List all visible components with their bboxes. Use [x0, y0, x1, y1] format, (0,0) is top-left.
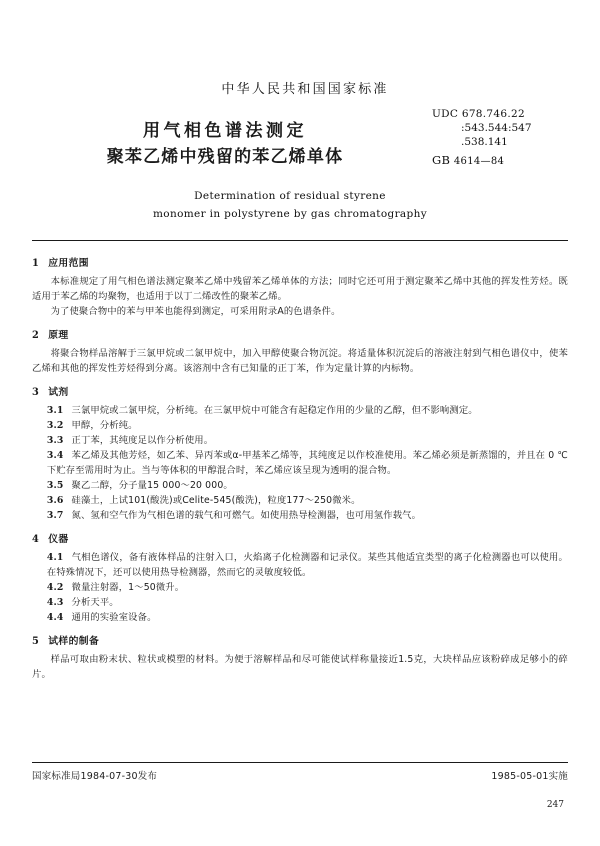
clause-text-3-6: 硅藻土，上试101(酸洗)或Celite-545(酸洗)，粒度177～250微米。: [71, 495, 361, 507]
clause-text-3-1: 三氯甲烷或二氯甲烷，分析纯。在三氯甲烷中可能含有起稳定作用的少量的乙醇，但不影响测定。: [71, 404, 478, 416]
clause-number-3-4: 3.4: [46, 449, 64, 461]
section-5-paragraph-1: 样品可取由粉末状、粒状或模塑的材料。为便于溶解样品和尽可能使试样称量接近1.5克，大块样品应该粉碎成足够小的碎片。: [32, 654, 568, 681]
section-number-3: 3: [32, 386, 40, 398]
section-title-3: 试剂: [48, 386, 69, 398]
section-heading-4: [32, 532, 568, 548]
section-heading-3: [32, 385, 568, 401]
clause-3-4: [32, 448, 568, 478]
section-title-2: 原理: [48, 330, 69, 341]
clause-number-4-3: 4.3: [46, 597, 64, 609]
clause-number-3-2: 3.2: [46, 419, 64, 431]
national-standard-title: 中华人民共和国国家标准: [221, 82, 389, 97]
clause-3-7: [32, 508, 568, 523]
clause-4-1: [32, 550, 568, 580]
clause-number-3-5: 3.5: [46, 480, 64, 492]
document-footer: [32, 768, 568, 782]
clause-3-2: [32, 418, 568, 433]
footer-divider-rule: [32, 762, 568, 763]
clause-text-3-2: 甲醇，分析纯。: [71, 419, 138, 431]
clause-text-3-3: 正丁苯，其纯度足以作分析使用。: [71, 434, 214, 446]
gb-label: GB: [432, 152, 451, 167]
section-number-4: 4: [32, 534, 40, 546]
clause-text-4-4: 通用的实验室设备。: [71, 612, 157, 624]
clause-text-4-2: 微量注射器，1～50微升。: [71, 582, 185, 594]
section-title-5: 试样的制备: [48, 636, 100, 648]
clause-number-3-6: 3.6: [46, 495, 64, 507]
section-heading-5: [32, 634, 568, 650]
clause-number-3-1: 3.1: [46, 404, 64, 416]
clause-text-4-1: 气相色谱仪，备有液体样品的注射入口，火焰离子化检测器和记录仪。某些其他适宜类型的离子化检测器也可以使用。在特殊情况下，还可以使用热导检测器，然而它的灵敏度较低。: [46, 552, 568, 579]
clause-3-5: [32, 478, 568, 493]
clause-4-3: [32, 595, 568, 610]
udc-code-line-2: :543.544:547: [461, 121, 532, 134]
title-chinese-line-2: 聚苯乙烯中残留的苯乙烯单体: [106, 146, 344, 167]
issue-date: 国家标准局1984-07-30发布: [32, 771, 158, 782]
clause-3-1: [32, 403, 568, 418]
clause-number-3-3: 3.3: [46, 434, 64, 446]
clause-3-6: [32, 493, 568, 508]
section-heading-2: [32, 328, 568, 344]
header-divider-rule: [32, 240, 568, 241]
clause-4-4: [32, 610, 568, 625]
title-english-line-2: monomer in polystyrene by gas chromatography: [152, 208, 428, 221]
standard-code-block: [432, 108, 582, 168]
page-number: 247: [546, 800, 564, 810]
document-body: [32, 256, 568, 682]
section-2-paragraph-1: 将聚合物样品溶解于三氯甲烷或二氯甲烷中，加入甲醇使聚合物沉淀。将适量体积沉淀后的溶液注射到气相色谱仪中，使苯乙烯和其他的挥发性芳烃得到分离。该溶剂中含有已知量的正丁苯，作为定量计算的内标物。: [32, 347, 568, 374]
clause-3-3: [32, 433, 568, 448]
clause-text-3-5: 聚乙二醇，分子量15 000～20 000。: [71, 480, 233, 492]
clause-text-4-3: 分析天平。: [71, 597, 119, 609]
title-chinese-line-1: 用气相色谱法测定: [143, 121, 307, 141]
document-title-english: [0, 187, 600, 223]
section-number-5: 5: [32, 636, 40, 648]
clause-number-3-7: 3.7: [46, 510, 64, 522]
title-english-line-1: Determination of residual styrene: [194, 190, 386, 202]
section-title-1: 应用范围: [48, 258, 90, 269]
clause-text-3-4: 苯乙烯及其他芳烃，如乙苯、异丙苯或α-甲基苯乙烯等，其纯度足以作校准使用。苯乙烯必须是新蒸馏的，并且在 0 ℃ 下贮存至需用时为止。当与等体积的甲醇混合时，苯乙烯应该呈现为透明的混合物。: [46, 449, 568, 476]
section-1-paragraph-2: 为了使聚合物中的苯与甲苯也能得到测定，可采用附录A的色谱条件。: [50, 305, 341, 317]
clause-number-4-2: 4.2: [46, 582, 64, 594]
gb-standard-number: [432, 153, 582, 169]
gb-number: 4614—84: [453, 155, 505, 167]
section-heading-1: [32, 256, 568, 272]
section-title-4: 仪器: [48, 534, 69, 546]
document-header: [0, 78, 600, 223]
section-1-paragraph-1: 本标准规定了用气相色谱法测定聚苯乙烯中残留苯乙烯单体的方法；同时它还可用于测定聚苯乙烯中其他的挥发性芳烃。既适用于苯乙烯的均聚物，也适用于以丁二烯改性的聚苯乙烯。: [32, 275, 568, 302]
clause-4-2: [32, 580, 568, 595]
udc-code-line-3: .538.141: [461, 135, 508, 148]
clause-number-4-1: 4.1: [46, 552, 64, 564]
udc-code-line-1: UDC 678.746.22: [432, 108, 525, 120]
effective-date: 1985-05-01实施: [491, 771, 568, 782]
section-number-1: 1: [32, 258, 40, 269]
clause-number-4-4: 4.4: [46, 612, 64, 624]
clause-text-3-7: 氮、氢和空气作为气相色谱的载气和可燃气。如使用热导检测器，也可用氢作载气。: [71, 510, 422, 522]
section-number-2: 2: [32, 330, 40, 341]
